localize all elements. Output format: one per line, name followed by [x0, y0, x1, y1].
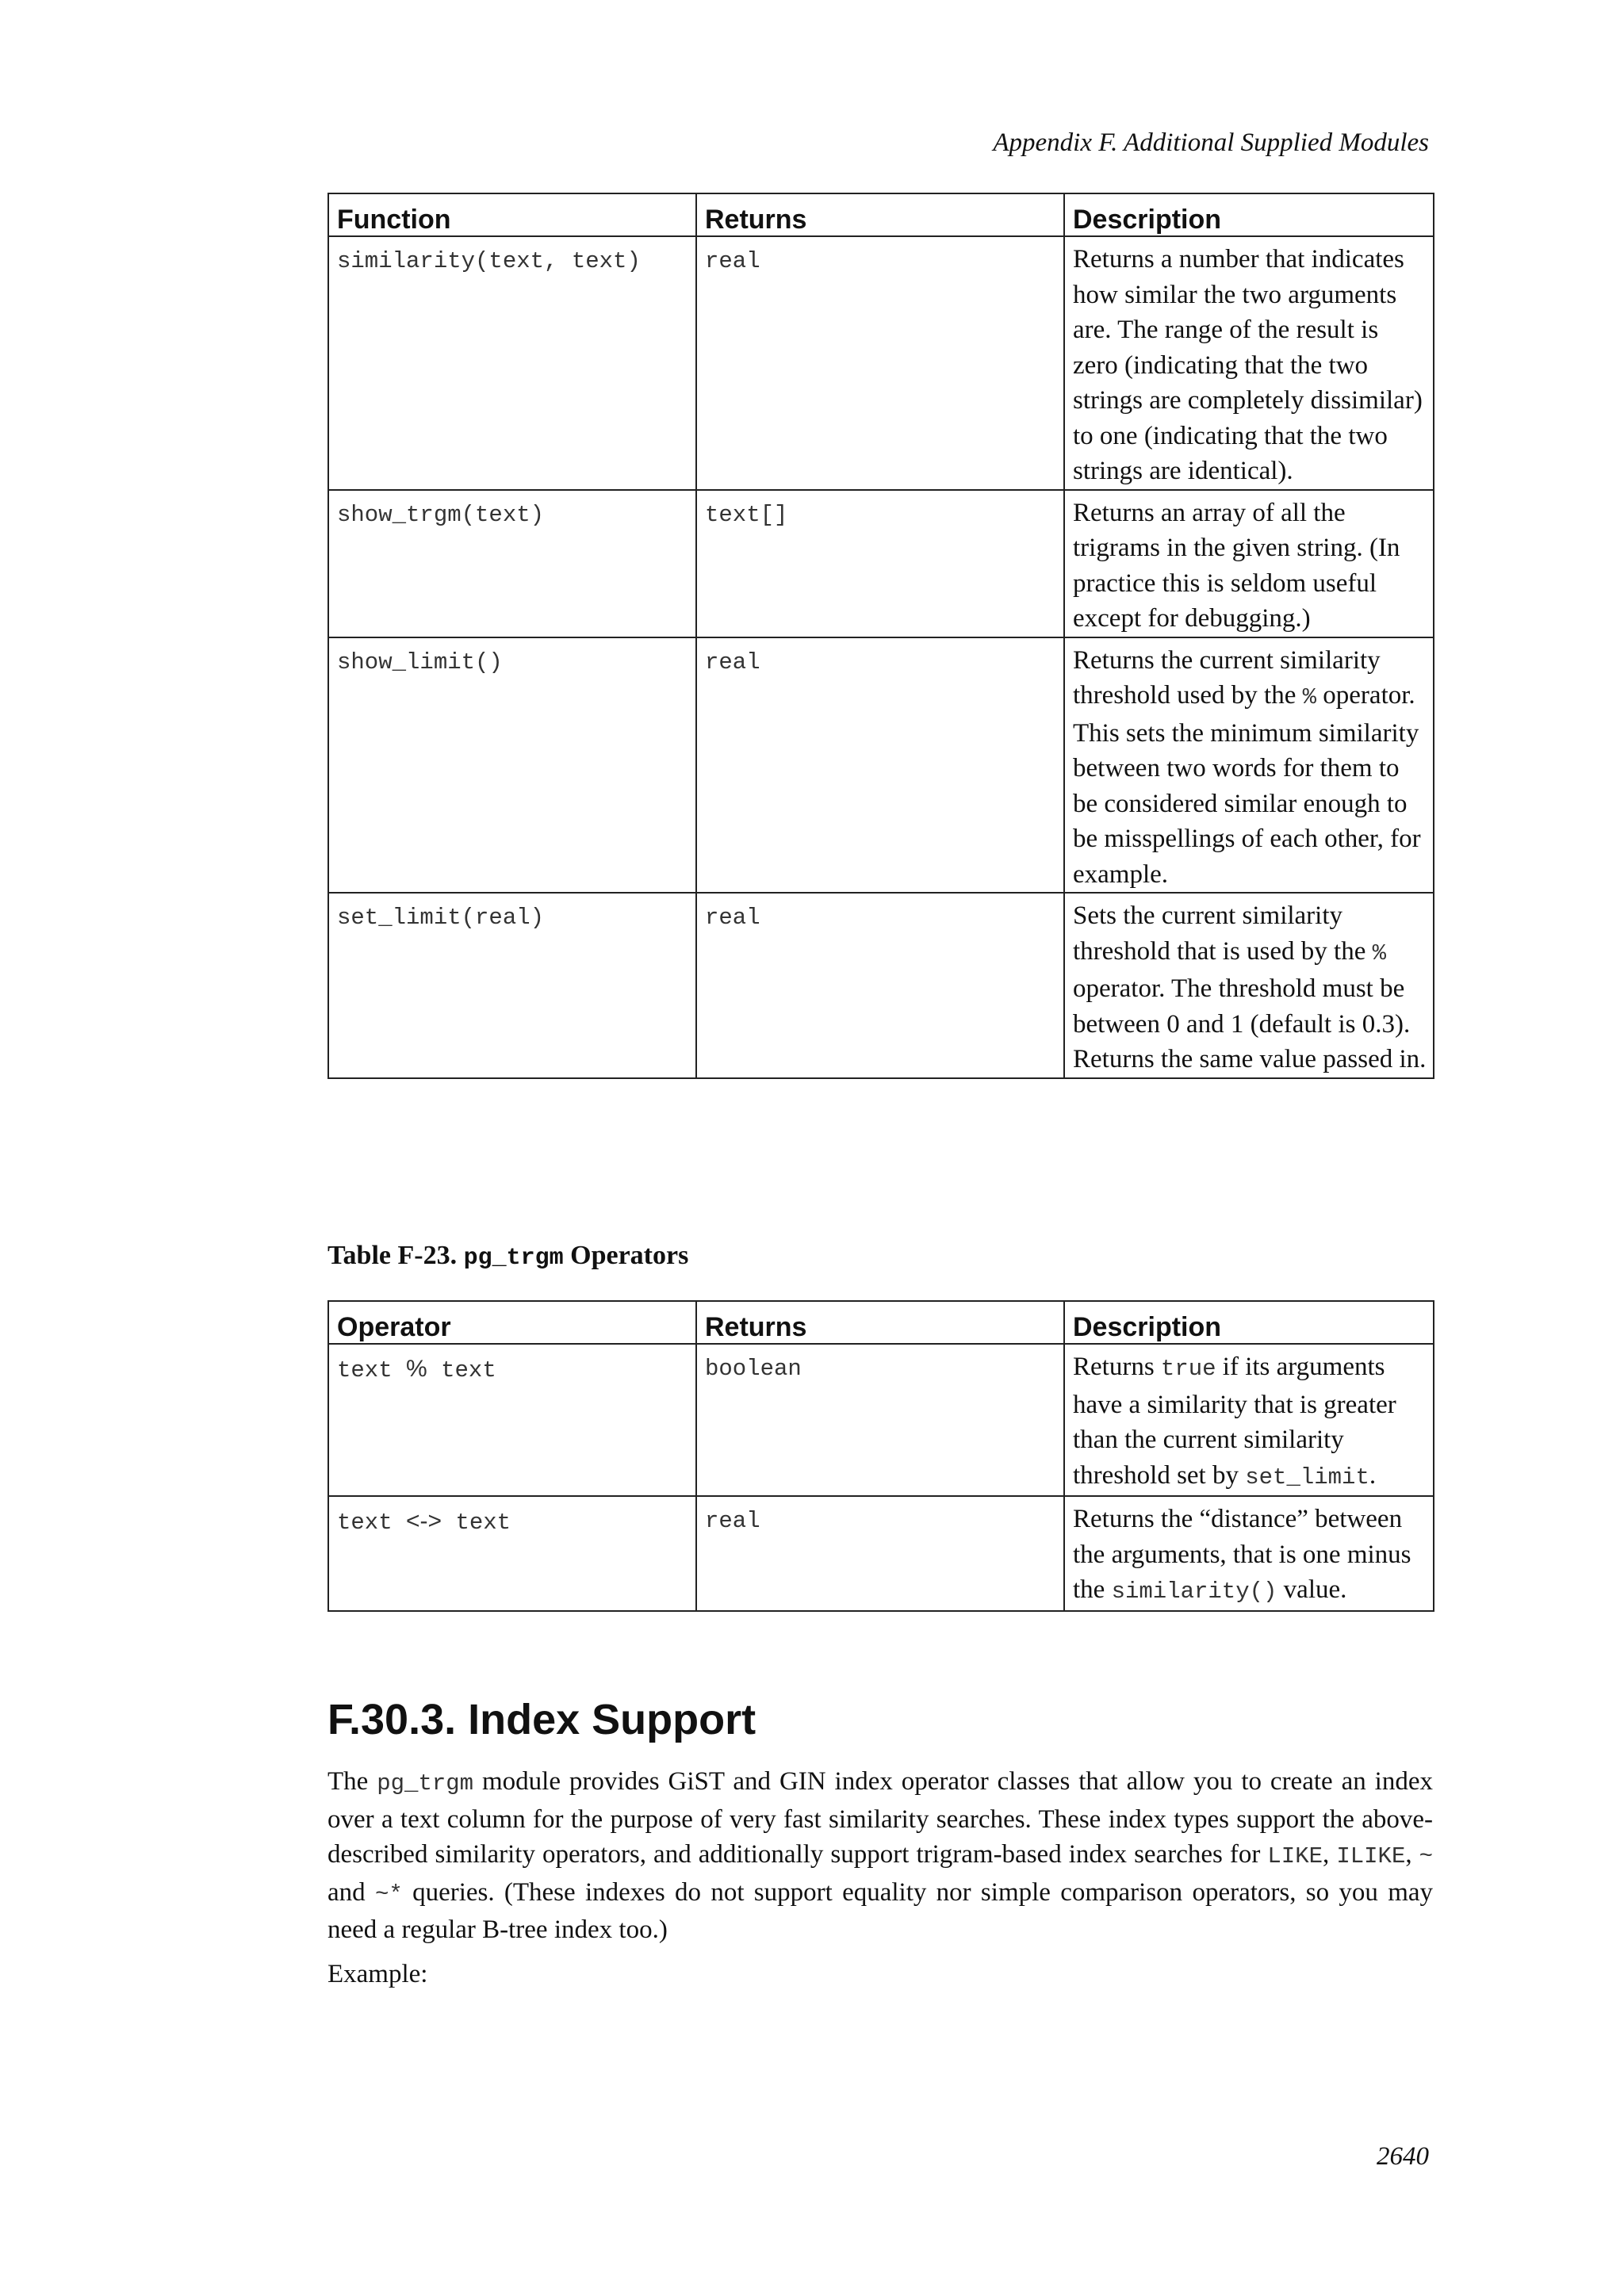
- description-text: Returns the “distance” between the arguments, that is one minus the: [1073, 1505, 1411, 1604]
- function-cell: similarity(text, text): [328, 236, 696, 490]
- column-header-returns: Returns: [696, 193, 1064, 236]
- column-header-description: Description: [1064, 193, 1434, 236]
- inline-code: %: [1302, 684, 1317, 710]
- body-paragraph: [327, 1764, 1433, 1948]
- paragraph-text: module provides GiST and GIN index operator classes that allow you to create an index over a text column for the purpose of very fast similarity searches. These index types support the above-described similarity operators, and additionally support trigram-based index searches for: [327, 1767, 1433, 1869]
- function-cell: show_limit(): [328, 637, 696, 894]
- paragraph-text: ,: [1323, 1840, 1330, 1869]
- description-text: operator. The threshold must be between 0 and 1 (default is 0.3). Returns the same value passed in.: [1073, 974, 1427, 1073]
- column-header-returns: Returns: [696, 1301, 1064, 1344]
- inline-code: ILIKE: [1336, 1843, 1406, 1869]
- table-row: [328, 490, 1434, 637]
- description-text: Returns the current similarity threshold used by the: [1073, 645, 1381, 710]
- table-row: [328, 1496, 1434, 1611]
- paragraph-text: queries. (These indexes do not support equality nor simple comparison operators, so you may need a regular B-tree index too.): [327, 1877, 1434, 1944]
- paragraph-text: and: [327, 1877, 366, 1907]
- inline-code: set_limit: [1245, 1464, 1369, 1490]
- table-row: [328, 236, 1434, 490]
- table-row: [328, 893, 1434, 1078]
- description-text: value.: [1283, 1575, 1347, 1604]
- operator-operand: text: [337, 1357, 393, 1383]
- returns-cell: boolean: [696, 1344, 1064, 1496]
- function-cell: set_limit(real): [328, 893, 696, 1078]
- table-row: [328, 1344, 1434, 1496]
- caption-prefix: Table F-23.: [327, 1241, 458, 1270]
- inline-code: similarity(): [1111, 1578, 1277, 1605]
- description-cell: [1064, 637, 1434, 894]
- table-caption: [327, 1240, 688, 1274]
- running-header: Appendix F. Additional Supplied Modules: [993, 128, 1429, 157]
- inline-code: ~*: [374, 1881, 403, 1908]
- description-cell: [1064, 893, 1434, 1078]
- inline-code: true: [1160, 1356, 1216, 1382]
- paragraph-text: ,: [1405, 1840, 1412, 1869]
- column-header-description: Description: [1064, 1301, 1434, 1344]
- operator-operand: text: [441, 1357, 496, 1383]
- description-text: Sets the current similarity threshold that is used by the: [1073, 901, 1366, 966]
- operator-cell: [328, 1496, 696, 1611]
- column-header-operator: Operator: [328, 1301, 696, 1344]
- returns-cell: text[]: [696, 490, 1064, 637]
- table-row: [328, 637, 1434, 894]
- caption-code: pg_trgm: [463, 1245, 564, 1272]
- returns-cell: real: [696, 236, 1064, 490]
- operator-operand: text: [337, 1510, 393, 1536]
- functions-table: [327, 193, 1434, 1079]
- operator-symbol: %: [406, 1356, 427, 1382]
- description-text: .: [1369, 1460, 1377, 1490]
- inline-code: %: [1372, 939, 1387, 966]
- operator-operand: text: [455, 1510, 511, 1536]
- column-header-function: Function: [328, 193, 696, 236]
- operators-table: [327, 1300, 1434, 1612]
- inline-code: LIKE: [1267, 1843, 1323, 1869]
- function-cell: show_trgm(text): [328, 490, 696, 637]
- returns-cell: real: [696, 893, 1064, 1078]
- operator-symbol: <->: [406, 1508, 442, 1534]
- inline-code: pg_trgm: [377, 1770, 474, 1797]
- page-number: 2640: [1377, 2142, 1429, 2171]
- returns-cell: real: [696, 637, 1064, 894]
- example-label: Example:: [327, 1960, 428, 1988]
- operator-cell: [328, 1344, 696, 1496]
- description-cell: Returns a number that indicates how similar the two arguments are. The range of the result is zero (indicating that the two strings are completely dissimilar) to one (indicating that the two strings are identical).: [1064, 236, 1434, 490]
- description-cell: [1064, 1344, 1434, 1496]
- description-text: Returns: [1073, 1353, 1155, 1381]
- returns-cell: real: [696, 1496, 1064, 1611]
- description-text: operator. This sets the minimum similarity between two words for them to be considered similar enough to be misspellings of each other, for example.: [1073, 681, 1421, 889]
- caption-suffix: Operators: [570, 1241, 689, 1270]
- paragraph-text: The: [327, 1767, 369, 1796]
- section-heading: F.30.3. Index Support: [327, 1696, 756, 1743]
- table-header-row: [328, 1301, 1434, 1344]
- table-header-row: [328, 193, 1434, 236]
- description-text: if its arguments have a similarity that is greater than the current similarity threshold set by: [1073, 1353, 1396, 1490]
- description-cell: [1064, 1496, 1434, 1611]
- description-cell: Returns an array of all the trigrams in the given string. (In practice this is seldom useful except for debugging.): [1064, 490, 1434, 637]
- inline-code: ~: [1419, 1843, 1434, 1869]
